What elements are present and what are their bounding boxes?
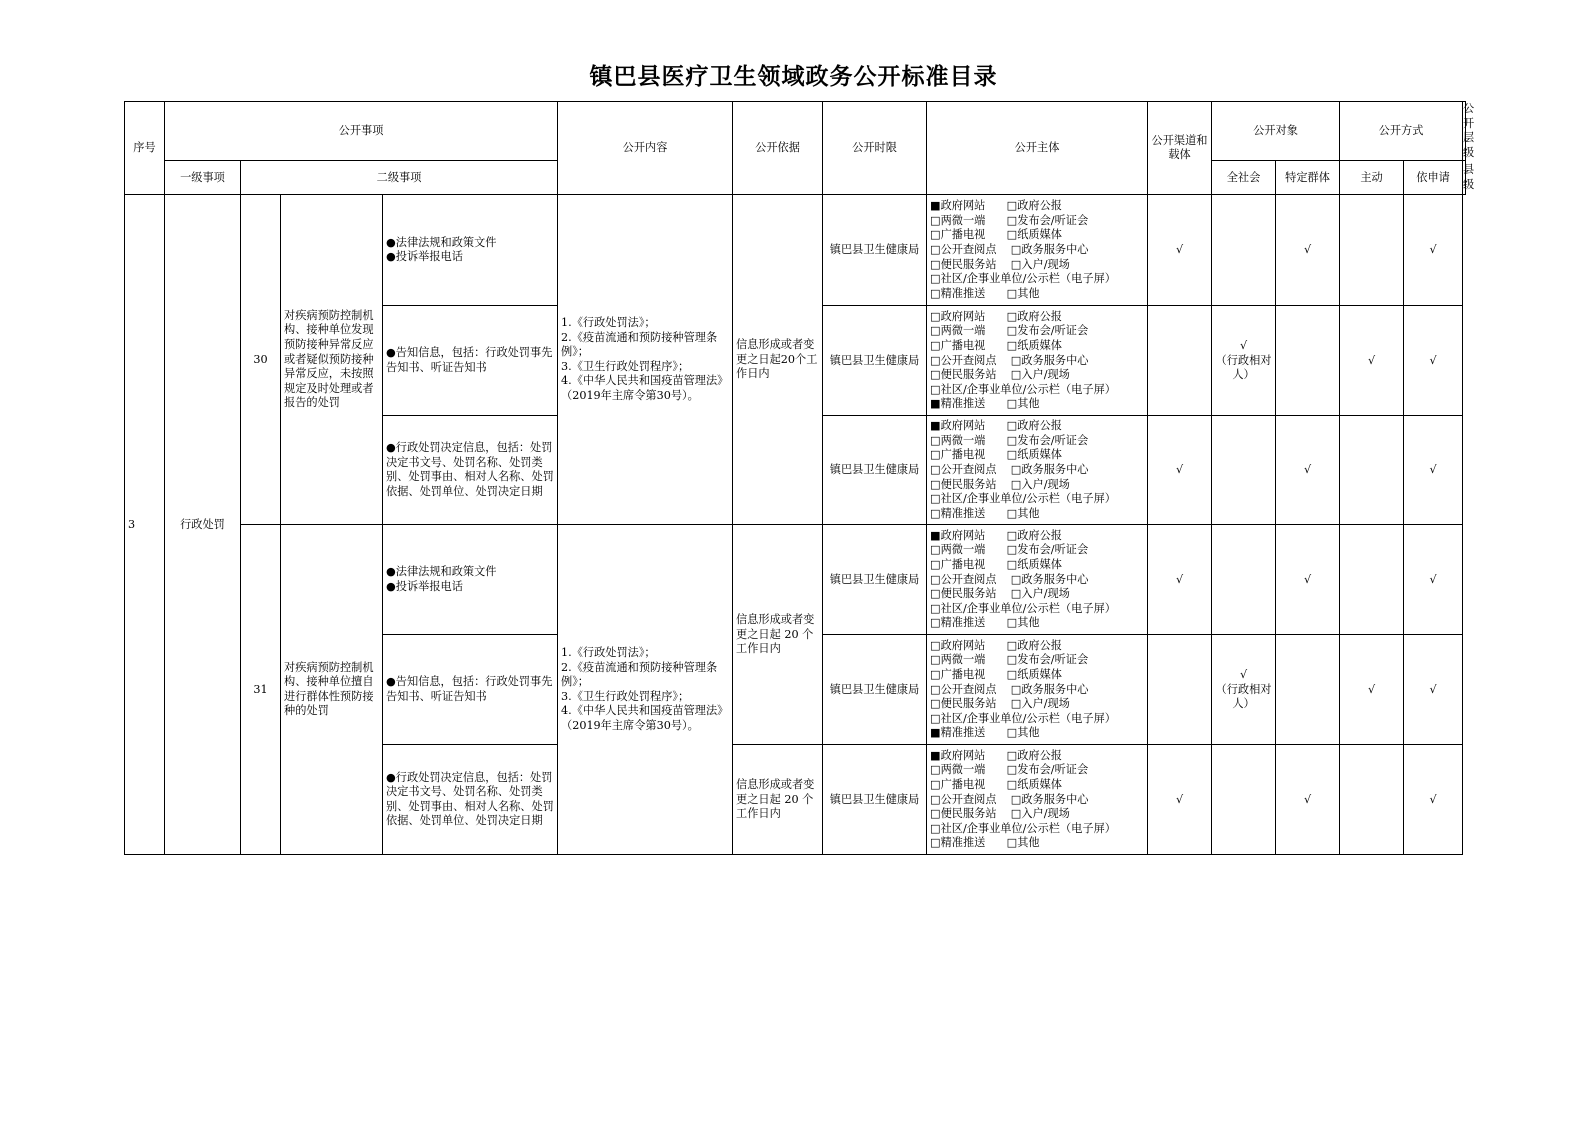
row-subject: 镇巴县卫生健康局 bbox=[823, 195, 927, 306]
channel-line: □广播电视 □纸质媒体 bbox=[930, 557, 1062, 571]
level-county-mark: √ bbox=[1404, 306, 1463, 416]
method-active-mark bbox=[1276, 635, 1340, 745]
target-specific-mark: √ （行政相对人） bbox=[1212, 635, 1276, 745]
header-items: 公开事项 bbox=[165, 102, 558, 161]
header-target-specific: 特定群体 bbox=[1276, 161, 1340, 195]
target-all-mark: √ bbox=[1148, 745, 1212, 855]
channel-line: ■精准推送 □其他 bbox=[930, 397, 1040, 411]
header-time: 公开时限 bbox=[823, 102, 927, 195]
header-target: 公开对象 bbox=[1212, 102, 1340, 161]
row-channels bbox=[927, 745, 1148, 855]
row-channels bbox=[927, 195, 1148, 306]
target-all-mark: √ bbox=[1148, 195, 1212, 306]
channel-line: □广播电视 □纸质媒体 bbox=[930, 228, 1062, 242]
channel-line: ■精准推送 □其他 bbox=[930, 726, 1040, 740]
channel-line: □社区/企事业单位/公示栏（电子屏） bbox=[930, 382, 1116, 396]
level-county-mark: √ bbox=[1404, 635, 1463, 745]
channel-line: □社区/企事业单位/公示栏（电子屏） bbox=[930, 492, 1116, 506]
row-content: ●告知信息，包括：行政处罚事先告知书、听证告知书 bbox=[383, 635, 558, 745]
header-method-request: 依申请 bbox=[1404, 161, 1463, 195]
channel-line: □精准推送 □其他 bbox=[930, 616, 1040, 630]
header-target-all: 全社会 bbox=[1212, 161, 1276, 195]
channel-line: □两微一端 □发布会/听证会 bbox=[930, 324, 1089, 338]
channel-line: □公开查阅点 □政务服务中心 bbox=[930, 682, 1089, 696]
channel-line: □两微一端 □发布会/听证会 bbox=[930, 543, 1089, 557]
channel-line: □公开查阅点 □政务服务中心 bbox=[930, 572, 1089, 586]
header-level1: 一级事项 bbox=[165, 161, 241, 195]
item-name: 对疾病预防控制机构、接种单位发现预防接种异常反应或者疑似预防接种异常反应，未按照规定及时处理或者报告的处罚 bbox=[281, 195, 383, 525]
channel-line: □两微一端 □发布会/听证会 bbox=[930, 433, 1089, 447]
channel-line: □社区/企事业单位/公示栏（电子屏） bbox=[930, 711, 1116, 725]
row-content: ●法律法规和政策文件 ●投诉举报电话 bbox=[383, 525, 558, 635]
channel-line: ■政府网站 □政府公报 bbox=[930, 528, 1062, 542]
method-request-mark bbox=[1340, 416, 1404, 525]
row-content: ●法律法规和政策文件 ●投诉举报电话 bbox=[383, 195, 558, 306]
row-channels bbox=[927, 635, 1148, 745]
channel-line: □两微一端 □发布会/听证会 bbox=[930, 213, 1089, 227]
target-all-mark bbox=[1148, 635, 1212, 745]
header-level-county: 县级 bbox=[1463, 161, 1466, 195]
row-subject: 镇巴县卫生健康局 bbox=[823, 525, 927, 635]
channel-line: ■政府网站 □政府公报 bbox=[930, 199, 1062, 213]
method-active-mark: √ bbox=[1276, 195, 1340, 306]
channel-line: □社区/企事业单位/公示栏（电子屏） bbox=[930, 601, 1116, 615]
channel-line: □两微一端 □发布会/听证会 bbox=[930, 763, 1089, 777]
item-name: 对疾病预防控制机构、接种单位擅自进行群体性预防接种的处罚 bbox=[281, 525, 383, 855]
channel-line: □社区/企事业单位/公示栏（电子屏） bbox=[930, 272, 1116, 286]
header-row-1 bbox=[125, 102, 1466, 161]
target-specific-mark bbox=[1212, 416, 1276, 525]
channel-line: □广播电视 □纸质媒体 bbox=[930, 338, 1062, 352]
target-specific-mark: √ （行政相对人） bbox=[1212, 306, 1276, 416]
method-request-mark bbox=[1340, 525, 1404, 635]
channel-line: □政府网站 □政府公报 bbox=[930, 309, 1062, 323]
header-level: 公开层级 bbox=[1463, 102, 1466, 161]
row-subject: 镇巴县卫生健康局 bbox=[823, 416, 927, 525]
method-active-mark: √ bbox=[1276, 416, 1340, 525]
header-level2: 二级事项 bbox=[241, 161, 558, 195]
item-time: 信息形成或者变更之日起20个工作日内 bbox=[733, 195, 823, 525]
channel-line: ■政府网站 □政府公报 bbox=[930, 748, 1062, 762]
group-seq: 3 bbox=[125, 195, 165, 855]
row-subject: 镇巴县卫生健康局 bbox=[823, 306, 927, 416]
item-basis: 1.《行政处罚法》； 2.《疫苗流通和预防接种管理条例》； 3.《卫生行政处罚程序》； 4.《中华人民共和国疫苗管理法》（2019年主席令第30号）。 bbox=[558, 525, 733, 855]
target-specific-mark bbox=[1212, 525, 1276, 635]
row-channels bbox=[927, 416, 1148, 525]
item-time: 信息形成或者变更之日起 20 个工作日内 bbox=[733, 525, 823, 745]
channel-line: □精准推送 □其他 bbox=[930, 836, 1040, 850]
row-channels bbox=[927, 306, 1148, 416]
level-county-mark: √ bbox=[1404, 745, 1463, 855]
catalog-table bbox=[124, 101, 1475, 855]
channel-line: □广播电视 □纸质媒体 bbox=[930, 667, 1062, 681]
level-county-mark: √ bbox=[1404, 525, 1463, 635]
target-specific-mark bbox=[1212, 745, 1276, 855]
channel-line: □便民服务站 □入户/现场 bbox=[930, 807, 1070, 821]
channel-line: □便民服务站 □入户/现场 bbox=[930, 587, 1070, 601]
channel-line: □广播电视 □纸质媒体 bbox=[930, 777, 1062, 791]
method-active-mark bbox=[1276, 306, 1340, 416]
channel-line: □便民服务站 □入户/现场 bbox=[930, 257, 1070, 271]
channel-line: ■政府网站 □政府公报 bbox=[930, 419, 1062, 433]
channel-line: □公开查阅点 □政务服务中心 bbox=[930, 243, 1089, 257]
channel-line: □广播电视 □纸质媒体 bbox=[930, 448, 1062, 462]
target-all-mark bbox=[1148, 306, 1212, 416]
table-row bbox=[125, 525, 1466, 635]
method-active-mark: √ bbox=[1276, 525, 1340, 635]
item-time: 信息形成或者变更之日起 20 个工作日内 bbox=[733, 745, 823, 855]
header-seq: 序号 bbox=[125, 102, 165, 195]
channel-line: □精准推送 □其他 bbox=[930, 506, 1040, 520]
table-row bbox=[125, 195, 1466, 306]
target-specific-mark bbox=[1212, 195, 1276, 306]
channel-line: □便民服务站 □入户/现场 bbox=[930, 477, 1070, 491]
header-content: 公开内容 bbox=[558, 102, 733, 195]
item-num: 30 bbox=[241, 195, 281, 525]
row-channels bbox=[927, 525, 1148, 635]
method-request-mark bbox=[1340, 195, 1404, 306]
channel-line: □便民服务站 □入户/现场 bbox=[930, 697, 1070, 711]
method-active-mark: √ bbox=[1276, 745, 1340, 855]
channel-line: □便民服务站 □入户/现场 bbox=[930, 368, 1070, 382]
header-channel: 公开渠道和载体 bbox=[1148, 102, 1212, 195]
channel-line: □社区/企事业单位/公示栏（电子屏） bbox=[930, 821, 1116, 835]
target-all-mark: √ bbox=[1148, 416, 1212, 525]
level-county-mark: √ bbox=[1404, 416, 1463, 525]
row-content: ●行政处罚决定信息，包括：处罚决定书文号、处罚名称、处罚类别、处罚事由、相对人名称、处罚依据、处罚单位、处罚决定日期 bbox=[383, 416, 558, 525]
channel-line: □两微一端 □发布会/听证会 bbox=[930, 653, 1089, 667]
page-title: 镇巴县医疗卫生领域政务公开标准目录 bbox=[589, 63, 998, 90]
item-num: 31 bbox=[241, 525, 281, 855]
row-content: ●行政处罚决定信息，包括：处罚决定书文号、处罚名称、处罚类别、处罚事由、相对人名称、处罚依据、处罚单位、处罚决定日期 bbox=[383, 745, 558, 855]
method-request-mark bbox=[1340, 745, 1404, 855]
method-request-mark: √ bbox=[1340, 306, 1404, 416]
channel-line: □公开查阅点 □政务服务中心 bbox=[930, 792, 1089, 806]
row-content: ●告知信息，包括：行政处罚事先告知书、听证告知书 bbox=[383, 306, 558, 416]
group-level1: 行政处罚 bbox=[165, 195, 241, 855]
header-method-active: 主动 bbox=[1340, 161, 1404, 195]
row-subject: 镇巴县卫生健康局 bbox=[823, 745, 927, 855]
target-all-mark: √ bbox=[1148, 525, 1212, 635]
channel-line: □公开查阅点 □政务服务中心 bbox=[930, 353, 1089, 367]
channel-line: □精准推送 □其他 bbox=[930, 286, 1040, 300]
method-request-mark: √ bbox=[1340, 635, 1404, 745]
header-method: 公开方式 bbox=[1340, 102, 1463, 161]
item-basis: 1.《行政处罚法》； 2.《疫苗流通和预防接种管理条例》； 3.《卫生行政处罚程序》； 4.《中华人民共和国疫苗管理法》（2019年主席令第30号）。 bbox=[558, 195, 733, 525]
header-basis: 公开依据 bbox=[733, 102, 823, 195]
row-subject: 镇巴县卫生健康局 bbox=[823, 635, 927, 745]
channel-line: □政府网站 □政府公报 bbox=[930, 638, 1062, 652]
level-county-mark: √ bbox=[1404, 195, 1463, 306]
header-subject: 公开主体 bbox=[927, 102, 1148, 195]
channel-line: □公开查阅点 □政务服务中心 bbox=[930, 463, 1089, 477]
